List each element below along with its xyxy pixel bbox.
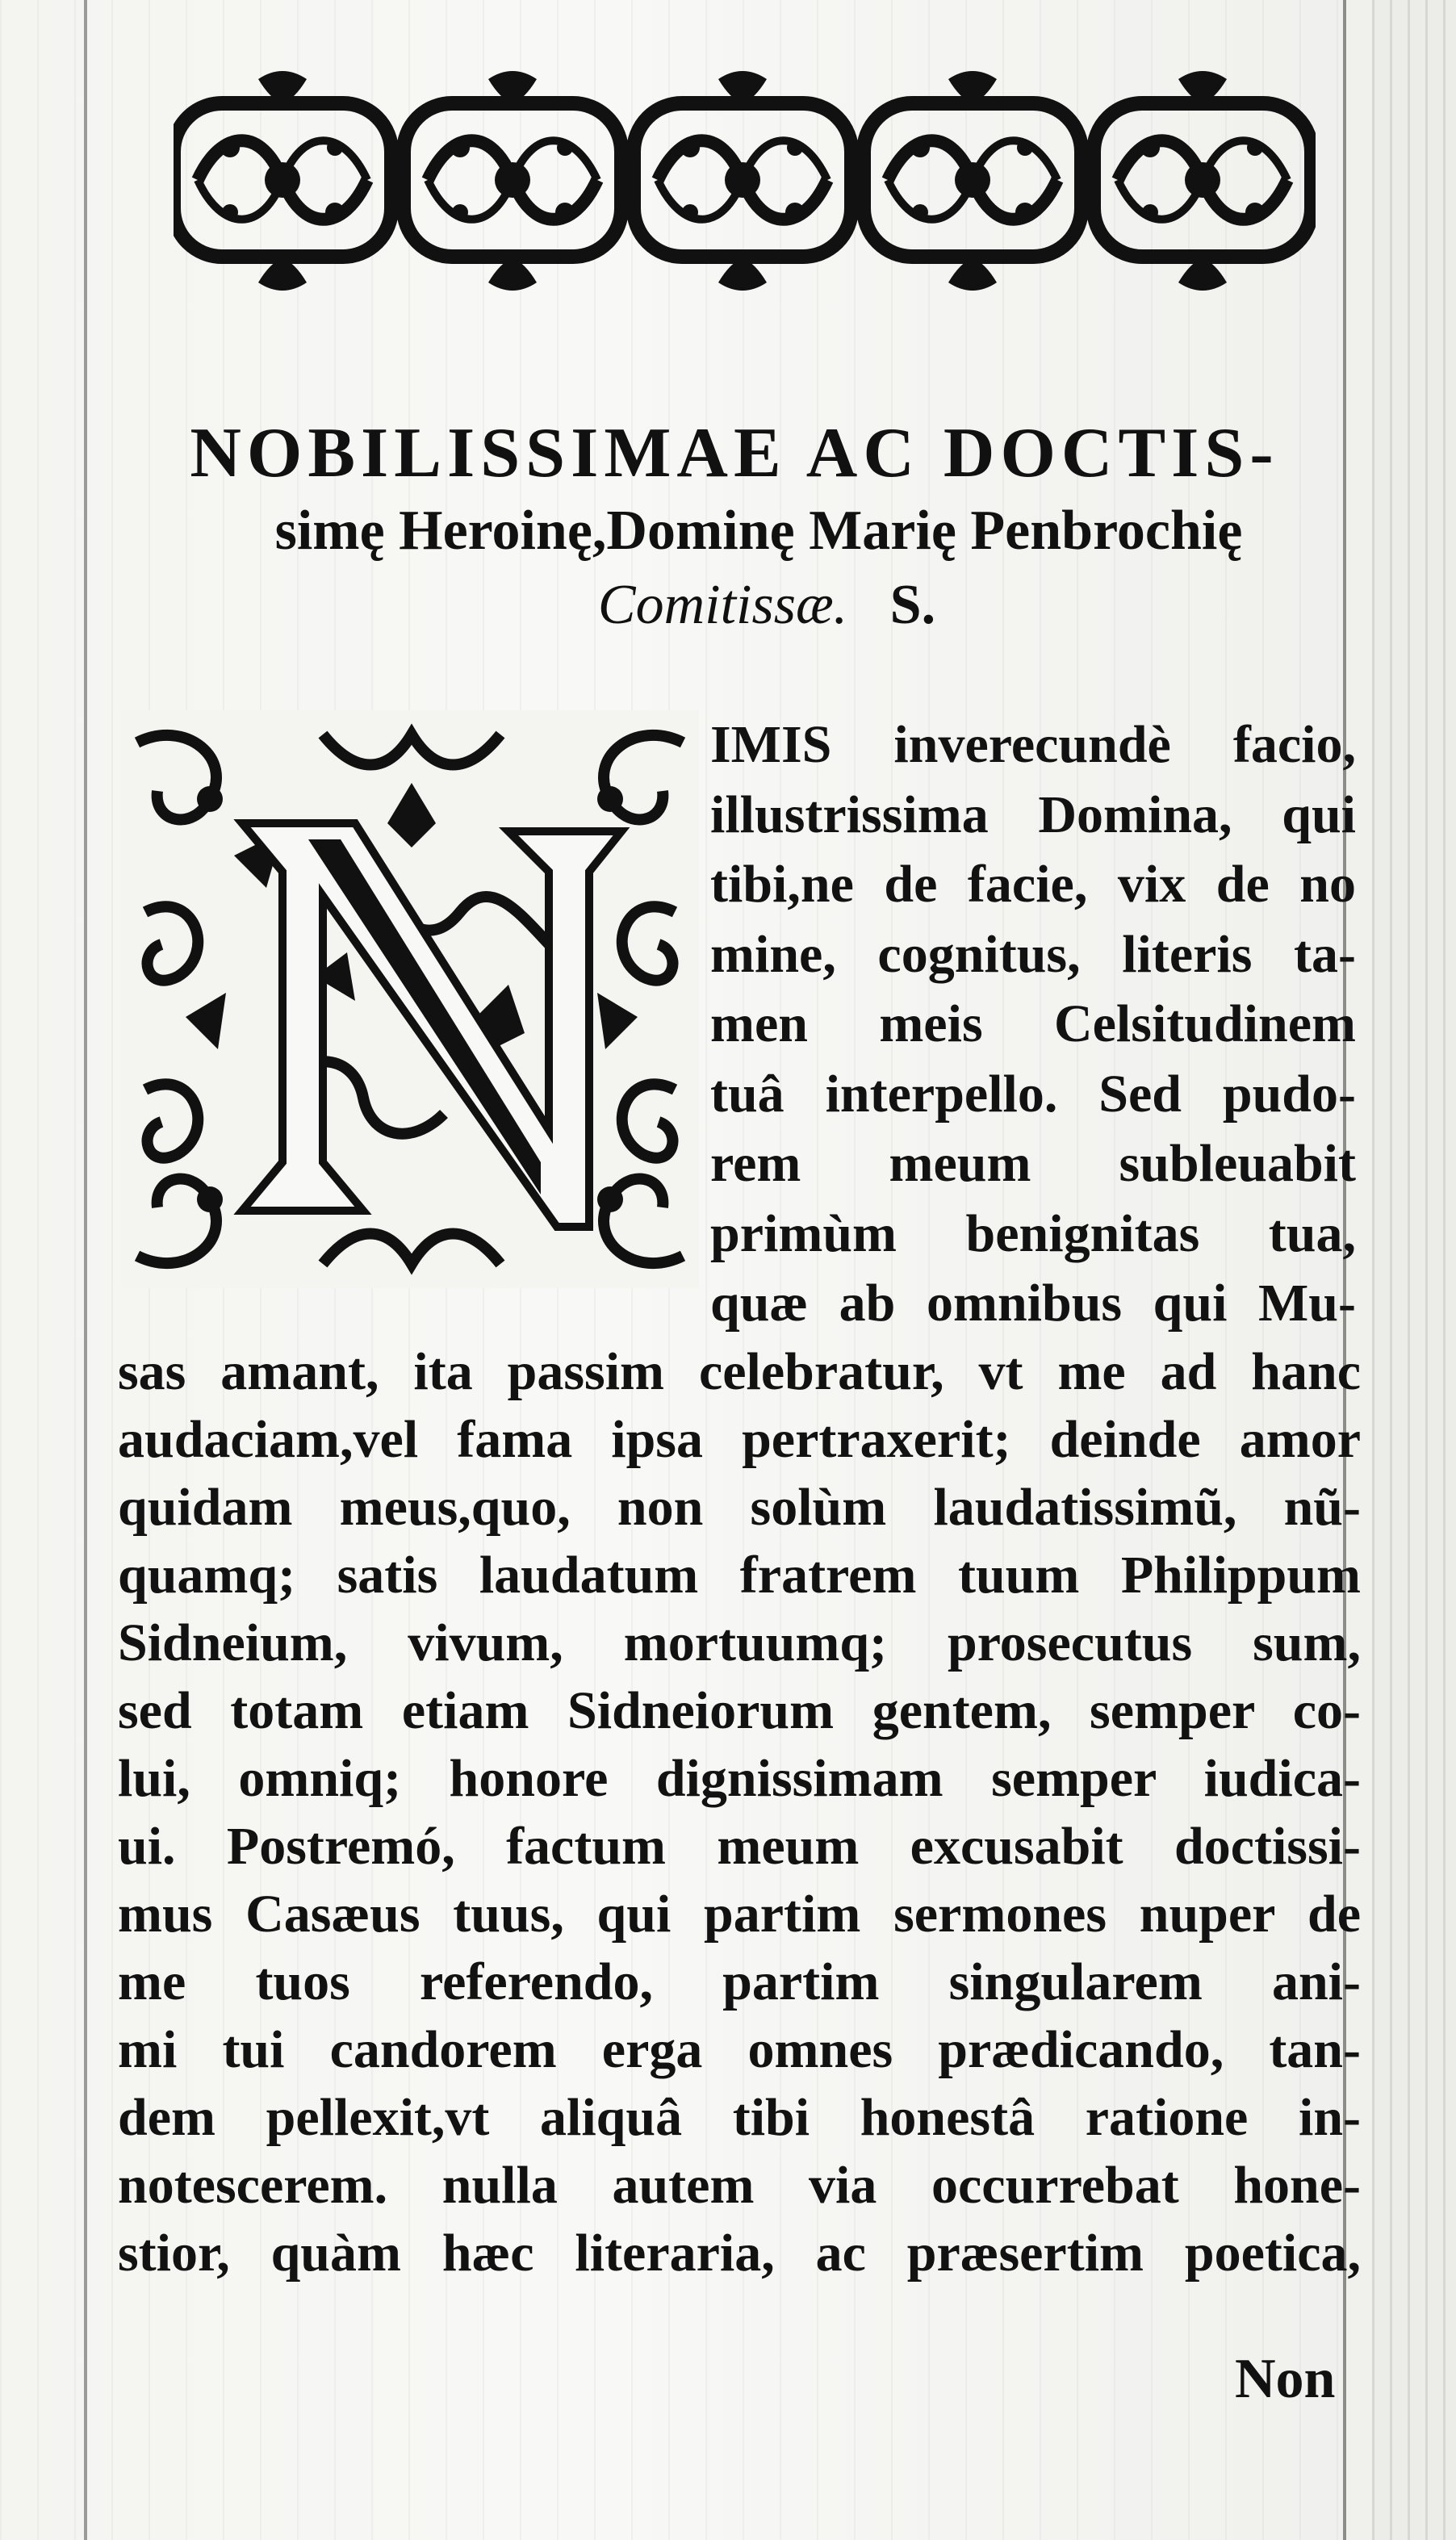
text-line: quidam meus,quo, non solùm laudatissimũ, nũ- xyxy=(118,1478,1361,1537)
heading-salutation: S. xyxy=(889,574,936,636)
text-line: quæ ab omnibus qui Mu- xyxy=(710,1274,1356,1333)
text-line: lui, omniq; honore dignissimam semper iudica- xyxy=(118,1749,1361,1808)
dedication-heading xyxy=(113,413,1356,639)
text-line: mine, cognitus, literis ta- xyxy=(710,924,1356,984)
decorated-initial-n xyxy=(121,710,699,1288)
text-line: sas amant, ita passim celebratur, vt me ad hanc xyxy=(118,1342,1361,1401)
heading-line-2: simę Heroinę,Dominę Marię Penbrochię xyxy=(274,500,1243,562)
adjacent-page-edge xyxy=(1372,0,1456,2540)
headpiece-ornament xyxy=(174,71,1316,291)
text-line: Sidneium, vivum, mortuumq; prosecutus sum, xyxy=(118,1613,1361,1672)
text-line: me tuos referendo, partim singularem ani- xyxy=(118,1952,1361,2011)
heading-comitissa: Comitissæ. xyxy=(597,574,848,636)
text-line: mi tui candorem erga omnes prædicando, tan- xyxy=(118,2020,1361,2079)
text-line: rem meum subleuabit xyxy=(710,1134,1356,1193)
text-line: primùm benignitas tua, xyxy=(710,1203,1356,1263)
body-text-beside-initial xyxy=(710,710,1356,1339)
text-line: IMIS inverecundè facio, xyxy=(710,715,1356,774)
text-line: tuâ interpello. Sed pudo- xyxy=(710,1064,1356,1124)
text-line: sed totam etiam Sidneiorum gentem, semper co- xyxy=(118,1681,1361,1740)
text-line: tibi,ne de facie, vix de no xyxy=(710,855,1356,914)
text-line: men meis Celsitudinem xyxy=(710,994,1356,1053)
text-line: stior, quàm hæc literaria, ac præsertim poetica, xyxy=(118,2224,1361,2283)
heading-line-1: NOBILISSIMAE AC DOCTIS- xyxy=(190,414,1279,492)
page-fold-line-left xyxy=(84,0,87,2540)
text-line: mus Casæus tuus, qui partim sermones nuper de xyxy=(118,1885,1361,1944)
text-line: notescerem. nulla autem via occurrebat hone- xyxy=(118,2156,1361,2215)
catchword: Non xyxy=(1235,2348,1336,2410)
heading-line-3 xyxy=(178,568,1356,642)
text-line: dem pellexit,vt aliquâ tibi honestâ ratione in- xyxy=(118,2088,1361,2147)
text-line: ui. Postremó, factum meum excusabit doctissi- xyxy=(118,1817,1361,1876)
body-text-full-width xyxy=(118,1338,1361,2287)
text-line: quamq; satis laudatum fratrem tuum Philippum xyxy=(118,1546,1361,1605)
text-line: illustrissima Domina, qui xyxy=(710,785,1356,844)
text-line: audaciam,vel fama ipsa pertraxerit; deinde amor xyxy=(118,1410,1361,1469)
